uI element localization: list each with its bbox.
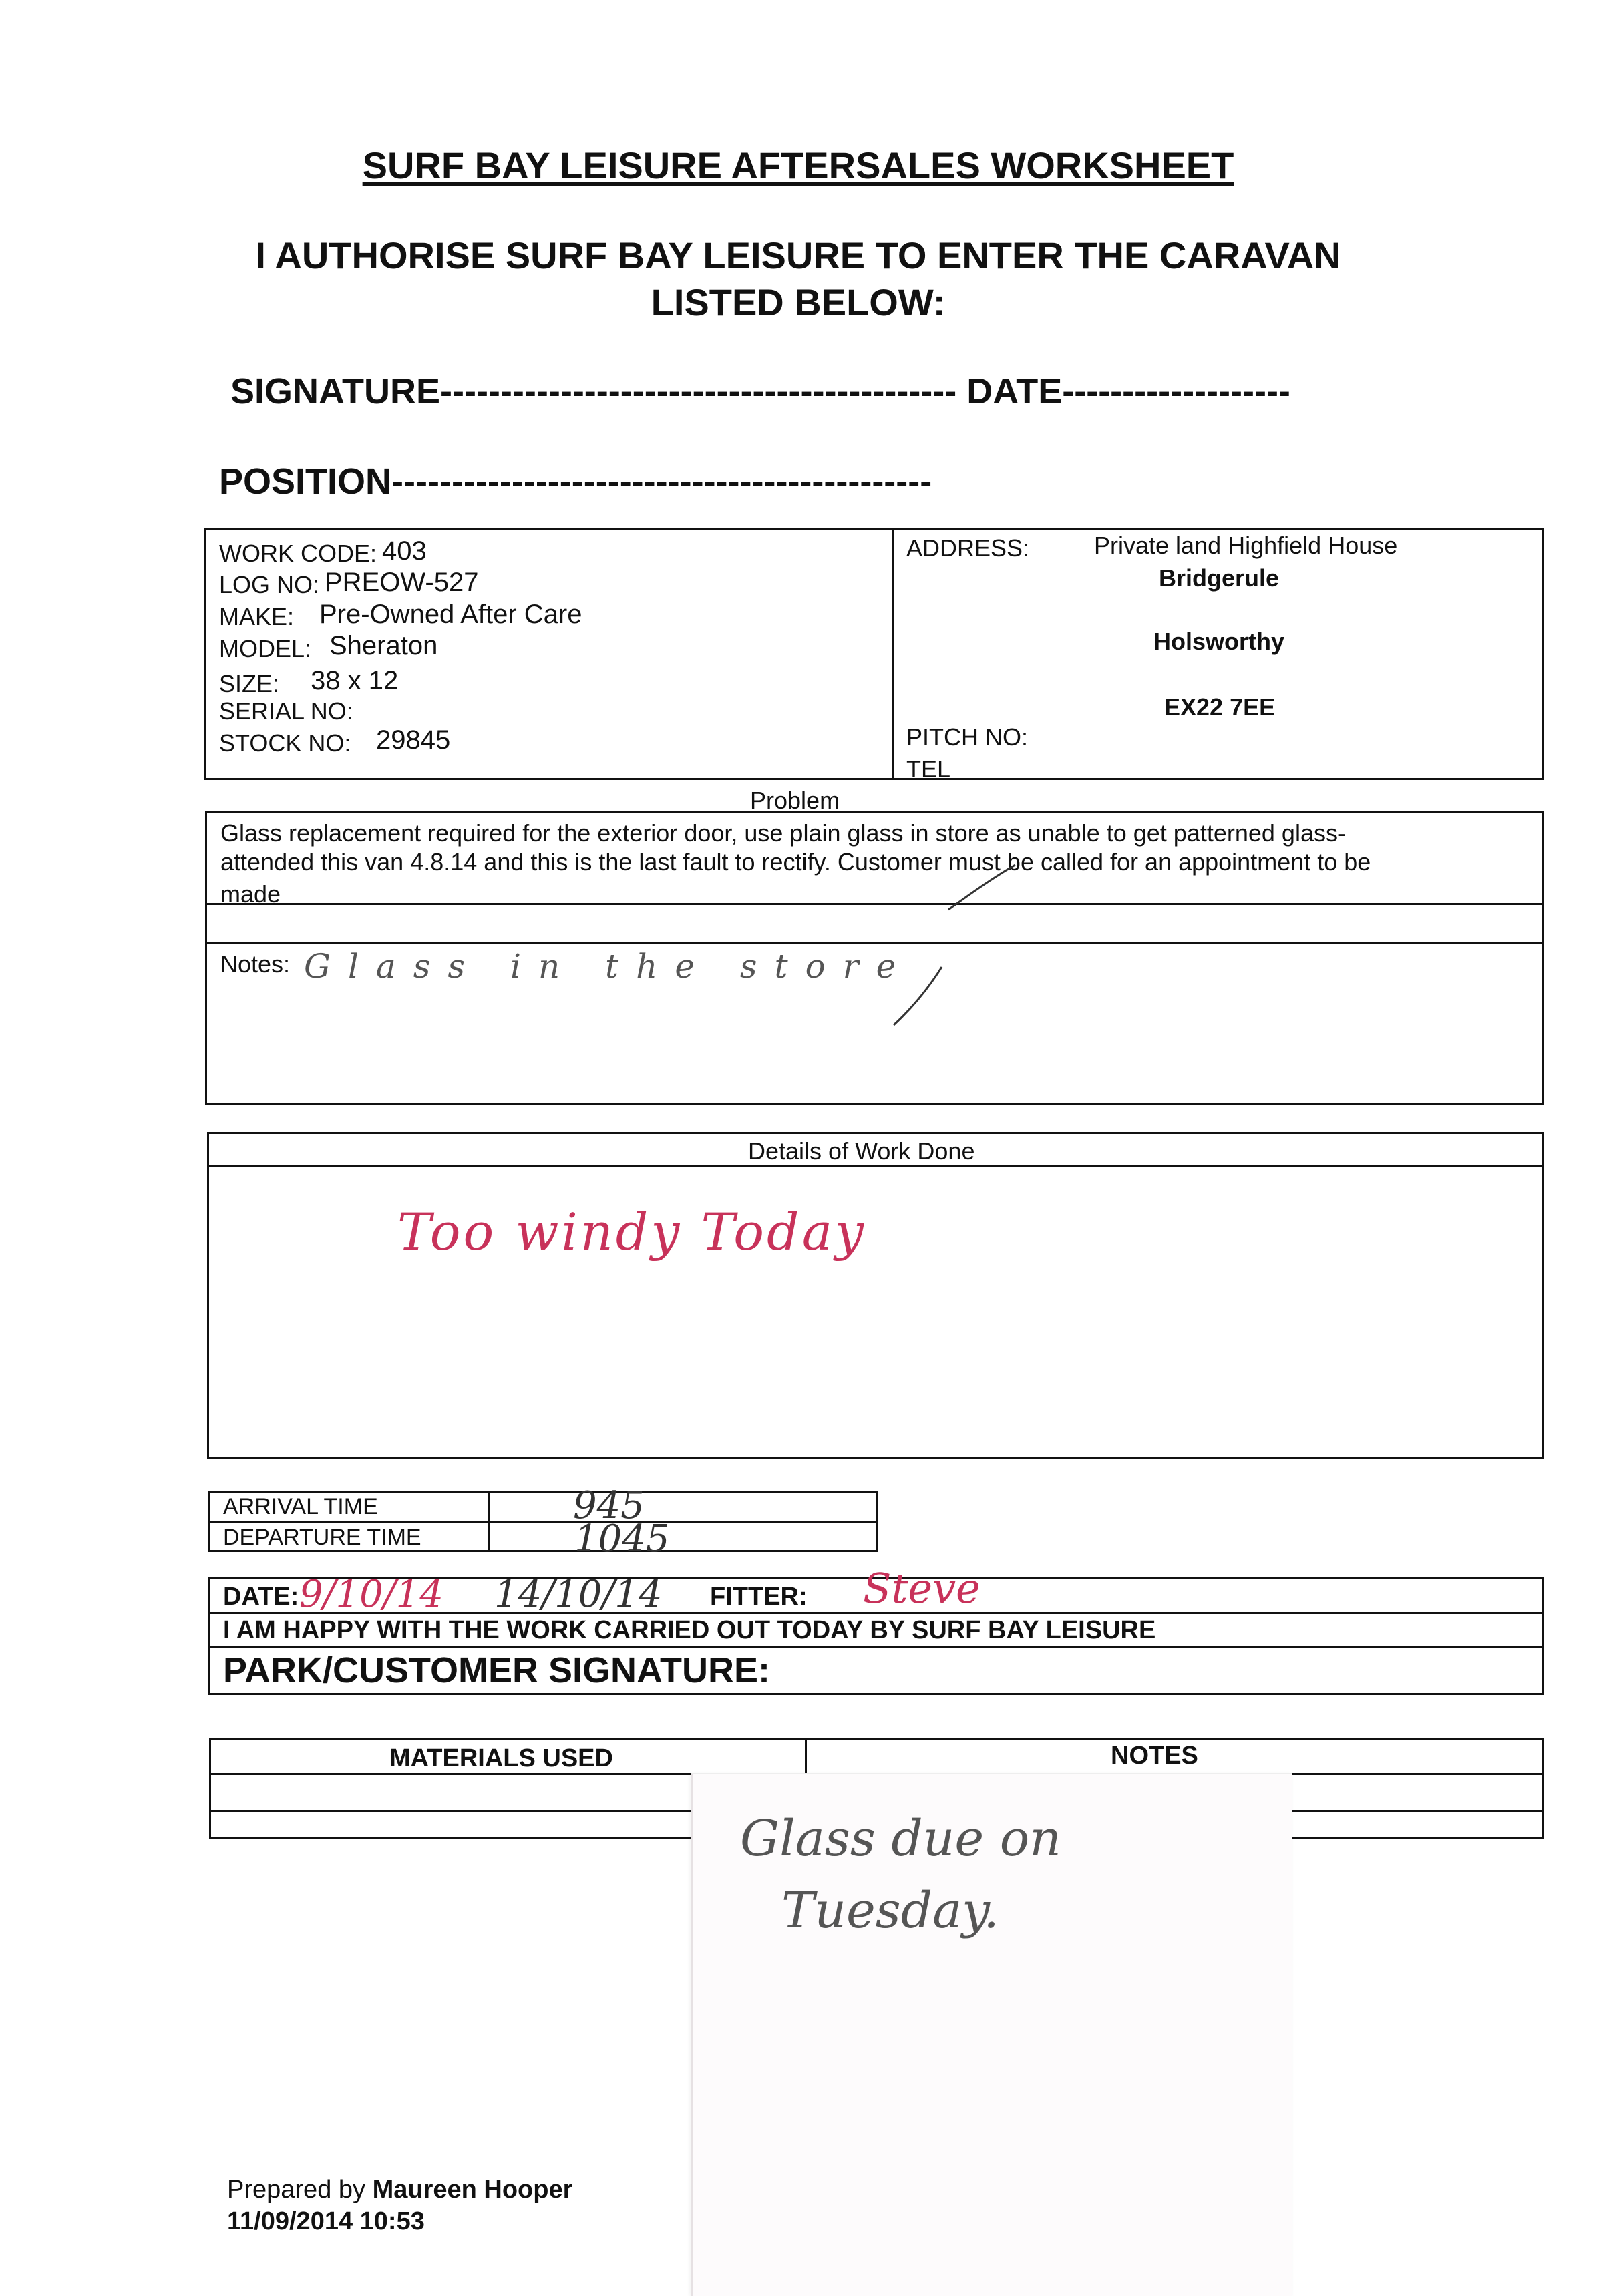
problem-divider-1 — [205, 903, 1544, 905]
departure-time-value: 1045 — [574, 1517, 670, 1561]
departure-time-label: DEPARTURE TIME — [223, 1525, 421, 1550]
work-code-value: 403 — [382, 536, 427, 566]
problem-text-line-2: attended this van 4.8.14 and this is the last fault to rectify. Customer must be called for an appointment to be — [220, 848, 1371, 876]
visit-date-2: 14/10/14 — [494, 1573, 663, 1616]
authorisation-line-1: I AUTHORISE SURF BAY LEISURE TO ENTER THE CARAVAN — [255, 234, 1341, 276]
work-done-box — [207, 1132, 1544, 1459]
sticky-note-line-2: Tuesday. — [781, 1882, 999, 1939]
pen-tick-mark — [942, 862, 1022, 915]
stock-no-value: 29845 — [376, 725, 451, 755]
work-done-heading: Details of Work Done — [748, 1137, 975, 1165]
signature-date-line: SIGNATURE------------------------------------------- DATE------------------- — [230, 371, 1290, 411]
stock-no-label: STOCK NO: — [219, 729, 351, 757]
visit-date-1: 9/10/14 — [299, 1573, 443, 1616]
address-label: ADDRESS: — [906, 534, 1030, 562]
address-line-3: Holsworthy — [1153, 628, 1285, 655]
tel-label: TEL — [906, 755, 951, 783]
make-label: MAKE: — [219, 603, 295, 630]
notes-handwritten: Glass in the store — [304, 947, 914, 986]
size-label: SIZE: — [219, 670, 280, 697]
model-label: MODEL: — [219, 635, 312, 662]
fitter-name: Steve — [863, 1564, 980, 1613]
prepared-timestamp: 11/09/2014 10:53 — [227, 2207, 425, 2235]
log-no-value: PREOW-527 — [325, 568, 479, 597]
address-line-2: Bridgerule — [1159, 564, 1280, 592]
fitter-label: FITTER: — [710, 1583, 808, 1611]
pitch-no-label: PITCH NO: — [906, 723, 1029, 751]
prepared-by-name: Maureen Hooper — [372, 2176, 573, 2204]
problem-text-line-1: Glass replacement required for the exterior door, use plain glass in store as unable to get patterned glass- — [220, 819, 1346, 847]
sticky-note-line-1: Glass due on — [740, 1810, 1061, 1867]
prepared-by-label: Prepared by — [227, 2176, 366, 2204]
pen-slash-mark — [888, 962, 948, 1028]
address-line-4: EX22 7EE — [1164, 693, 1276, 721]
materials-used-heading: MATERIALS USED — [389, 1744, 613, 1772]
work-done-divider — [207, 1165, 1544, 1167]
customer-signature-label: PARK/CUSTOMER SIGNATURE: — [223, 1650, 771, 1690]
problem-text-line-3: made — [220, 880, 281, 908]
times-col-divider — [488, 1491, 490, 1552]
work-done-handwritten: Too windy Today — [397, 1202, 866, 1262]
authorisation-line-2: LISTED BELOW: — [651, 281, 946, 323]
arrival-time-label: ARRIVAL TIME — [223, 1494, 378, 1519]
problem-heading: Problem — [750, 787, 840, 814]
make-value: Pre-Owned After Care — [319, 600, 582, 629]
work-code-label: WORK CODE: — [219, 540, 377, 567]
date-label: DATE: — [223, 1583, 299, 1611]
size-value: 38 x 12 — [311, 666, 399, 695]
details-divider — [892, 528, 894, 780]
log-no-label: LOG NO: — [219, 571, 320, 598]
prepared-by — [227, 2176, 572, 2205]
visit-divider-2 — [208, 1646, 1544, 1648]
position-line: POSITION--------------------------------------------- — [219, 461, 932, 502]
serial-no-label: SERIAL NO: — [219, 697, 353, 725]
notes-label: Notes: — [220, 950, 291, 978]
address-line-1: Private land Highfield House — [1094, 532, 1398, 559]
model-value: Sheraton — [329, 631, 438, 660]
happy-statement: I AM HAPPY WITH THE WORK CARRIED OUT TODAY BY SURF BAY LEISURE — [223, 1616, 1156, 1644]
arrival-time-value: 945 — [573, 1484, 645, 1527]
worksheet-title: SURF BAY LEISURE AFTERSALES WORKSHEET — [362, 144, 1234, 186]
times-row-divider — [208, 1521, 878, 1523]
materials-col-divider — [805, 1738, 807, 1773]
problem-divider-2 — [205, 942, 1544, 944]
notes-heading: NOTES — [1111, 1742, 1198, 1770]
